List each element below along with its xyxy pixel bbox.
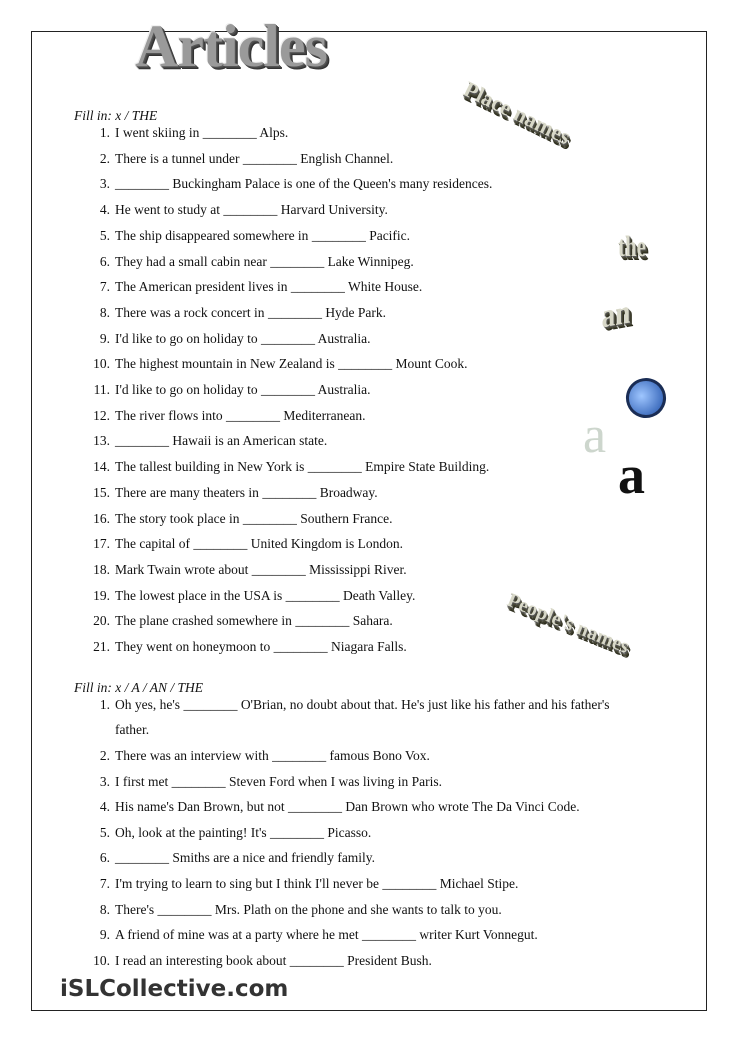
- item-text: [115, 305, 386, 321]
- item-text-after: Steven Ford when I was living in Paris.: [225, 774, 442, 789]
- item-text-before: There's: [115, 902, 158, 917]
- answer-blank[interactable]: ________: [382, 876, 437, 891]
- item-text-before: They had a small cabin near: [115, 254, 271, 269]
- item-text-after: Lake Winnipeg.: [324, 254, 414, 269]
- answer-blank[interactable]: ________: [270, 825, 325, 840]
- item-number: 4.: [99, 202, 110, 217]
- answer-blank[interactable]: ________: [223, 202, 278, 217]
- item-text: [115, 825, 371, 841]
- item-text-after: Harvard University.: [277, 202, 388, 217]
- item-text: [115, 613, 393, 629]
- item-text-before: The ship disappeared somewhere in: [115, 228, 312, 243]
- item-text-before: He went to study at: [115, 202, 224, 217]
- item-text-after: English Channel.: [296, 151, 394, 166]
- item-number: 8.: [99, 305, 110, 320]
- item-text-before: Oh yes, he's: [115, 697, 184, 712]
- answer-blank[interactable]: ________: [307, 459, 362, 474]
- item-text-after: Hyde Park.: [321, 305, 387, 320]
- item-text-after: Mrs. Plath on the phone and she wants to talk to you.: [211, 902, 502, 917]
- item-text-after: Broadway.: [316, 485, 378, 500]
- item-number: 6.: [99, 850, 110, 865]
- item-number: 4.: [99, 799, 110, 814]
- item-text-after: Southern France.: [296, 511, 393, 526]
- the-wordart: the: [618, 230, 646, 263]
- item-text-after: Picasso.: [324, 825, 372, 840]
- section1-instruction: Fill in: x / THE: [74, 108, 158, 123]
- item-text-after: Niagara Falls.: [327, 639, 407, 654]
- item-text-before: His name's Dan Brown, but not: [115, 799, 289, 814]
- item-number: 3.: [99, 774, 110, 789]
- answer-blank[interactable]: ________: [261, 382, 316, 397]
- answer-blank[interactable]: ________: [115, 176, 169, 191]
- item-text: [115, 588, 415, 604]
- item-text-before: There was an interview with: [115, 748, 273, 763]
- item-text: [115, 562, 407, 578]
- item-text-before: I'd like to go on holiday to: [115, 382, 262, 397]
- item-text-before: The tallest building in New York is: [115, 459, 308, 474]
- answer-blank[interactable]: ________: [115, 850, 169, 865]
- answer-blank[interactable]: ________: [311, 228, 366, 243]
- item-text: [115, 511, 392, 527]
- item-text: [115, 408, 365, 424]
- item-number: 13.: [93, 433, 110, 448]
- item-number: 7.: [99, 279, 110, 294]
- item-number: 19.: [93, 588, 110, 603]
- item-text-before: I went skiing in: [115, 125, 203, 140]
- item-text-continuation: father.: [115, 722, 150, 737]
- item-text-after: Buckingham Palace is one of the Queen's many residences.: [169, 176, 493, 191]
- answer-blank[interactable]: ________: [267, 305, 322, 320]
- item-text-before: I'd like to go on holiday to: [115, 331, 262, 346]
- answer-blank[interactable]: ________: [362, 927, 417, 942]
- item-text-after: Dan Brown who wrote The Da Vinci Code.: [342, 799, 580, 814]
- item-text-after: Mediterranean.: [279, 408, 366, 423]
- item-text-after: Australia.: [315, 331, 371, 346]
- item-text-after: Hawaii is an American state.: [169, 433, 328, 448]
- answer-blank[interactable]: ________: [273, 639, 328, 654]
- item-text: [115, 356, 467, 372]
- item-number: 10.: [93, 356, 110, 371]
- answer-blank[interactable]: ________: [171, 774, 226, 789]
- item-text: [115, 254, 414, 270]
- answer-blank[interactable]: ________: [115, 433, 169, 448]
- answer-blank[interactable]: ________: [261, 331, 316, 346]
- item-number: 5.: [99, 228, 110, 243]
- item-text: [115, 748, 430, 764]
- item-text: [115, 125, 288, 141]
- a-wordart-light: a: [583, 407, 607, 464]
- item-text: [115, 953, 432, 969]
- item-text: [115, 639, 407, 655]
- item-text-before: Mark Twain wrote about: [115, 562, 252, 577]
- item-text: [115, 382, 371, 398]
- item-number: 17.: [93, 536, 110, 551]
- section2-instruction: Fill in: x / A / AN / THE: [74, 680, 204, 695]
- item-text-after: Alps.: [256, 125, 289, 140]
- answer-blank[interactable]: ________: [272, 748, 327, 763]
- item-text-after: writer Kurt Vonnegut.: [416, 927, 538, 942]
- item-text-before: I first met: [115, 774, 172, 789]
- item-text-after: Death Valley.: [339, 588, 416, 603]
- item-text: [115, 279, 422, 295]
- item-text-after: Smiths are a nice and friendly family.: [169, 850, 376, 865]
- peoples-names-wordart: People's names: [504, 589, 633, 658]
- item-text-before: The American president lives in: [115, 279, 291, 294]
- answer-blank[interactable]: ________: [157, 902, 212, 917]
- answer-blank[interactable]: ________: [290, 279, 345, 294]
- item-text: [115, 433, 327, 449]
- item-text-before: A friend of mine was at a party where he met: [115, 927, 363, 942]
- answer-blank[interactable]: ________: [242, 151, 297, 166]
- answer-blank[interactable]: ________: [262, 485, 317, 500]
- item-text-before: The capital of: [115, 536, 194, 551]
- item-text-after: Mississippi River.: [305, 562, 407, 577]
- item-number: 5.: [99, 825, 110, 840]
- item-text-after: United Kingdom is London.: [247, 536, 403, 551]
- item-text-before: I'm trying to learn to sing but I think I'll never be: [115, 876, 383, 891]
- answer-blank[interactable]: ________: [338, 356, 393, 371]
- item-number: 15.: [93, 485, 110, 500]
- item-text-after: President Bush.: [343, 953, 432, 968]
- item-number: 12.: [93, 408, 110, 423]
- item-text: [115, 697, 610, 713]
- item-text-after: Michael Stipe.: [436, 876, 519, 891]
- item-number: 11.: [93, 382, 110, 397]
- item-number: 8.: [99, 902, 110, 917]
- item-text-after: Sahara.: [349, 613, 393, 628]
- item-number: 1.: [99, 697, 110, 712]
- answer-blank[interactable]: ________: [242, 511, 297, 526]
- watermark: iSLCollective.com: [60, 976, 289, 1002]
- item-text-after: Australia.: [315, 382, 371, 397]
- item-text-after: White House.: [344, 279, 423, 294]
- item-text-before: Oh, look at the painting! It's: [115, 825, 271, 840]
- item-text-before: The river flows into: [115, 408, 226, 423]
- answer-blank[interactable]: ________: [251, 562, 306, 577]
- item-number: 9.: [99, 927, 110, 942]
- item-text: [115, 850, 375, 866]
- item-number: 10.: [93, 953, 110, 968]
- item-number: 18.: [93, 562, 110, 577]
- answer-blank[interactable]: ________: [193, 536, 248, 551]
- item-text-before: There is a tunnel under: [115, 151, 243, 166]
- item-number: 2.: [99, 748, 110, 763]
- item-number: 3.: [99, 176, 110, 191]
- item-text-after: Pacific.: [365, 228, 411, 243]
- answer-blank[interactable]: ________: [183, 697, 238, 712]
- item-number: 21.: [93, 639, 110, 654]
- item-number: 20.: [93, 613, 110, 628]
- item-text: [115, 799, 580, 815]
- item-text: [115, 459, 489, 475]
- item-text: [115, 902, 502, 918]
- item-text-before: There was a rock concert in: [115, 305, 268, 320]
- item-text-after: O'Brian, no doubt about that. He's just like his father and his father's: [237, 697, 610, 712]
- item-text-before: They went on honeymoon to: [115, 639, 274, 654]
- item-text: [115, 876, 518, 892]
- item-text-after: Mount Cook.: [392, 356, 468, 371]
- item-text: [115, 927, 538, 943]
- answer-blank[interactable]: ________: [202, 125, 257, 140]
- item-text: [115, 485, 378, 501]
- answer-blank[interactable]: ________: [225, 408, 280, 423]
- item-number: 16.: [93, 511, 110, 526]
- item-text: [115, 228, 410, 244]
- item-number: 6.: [99, 254, 110, 269]
- item-number: 14.: [93, 459, 110, 474]
- item-number: 7.: [99, 876, 110, 891]
- answer-blank[interactable]: ________: [285, 588, 340, 603]
- item-text: [115, 151, 393, 167]
- item-text: [115, 331, 371, 347]
- answer-blank[interactable]: ________: [288, 799, 343, 814]
- item-text-before: The plane crashed somewhere in: [115, 613, 296, 628]
- item-text-before: The lowest place in the USA is: [115, 588, 286, 603]
- item-number: 9.: [99, 331, 110, 346]
- item-text: [115, 202, 388, 218]
- item-text-before: The story took place in: [115, 511, 243, 526]
- item-text-after: famous Bono Vox.: [326, 748, 430, 763]
- item-text: [115, 774, 442, 790]
- an-wordart: an: [601, 293, 631, 336]
- answer-blank[interactable]: ________: [270, 254, 325, 269]
- item-text-after: Empire State Building.: [361, 459, 490, 474]
- a-wordart-dark: a: [618, 445, 645, 505]
- item-text-before: The highest mountain in New Zealand is: [115, 356, 339, 371]
- item-text: [115, 536, 403, 552]
- answer-blank[interactable]: ________: [295, 613, 350, 628]
- item-number: 2.: [99, 151, 110, 166]
- worksheet-title: Articles: [135, 13, 327, 79]
- answer-blank[interactable]: ________: [289, 953, 344, 968]
- item-number: 1.: [99, 125, 110, 140]
- item-text: [115, 176, 492, 192]
- place-names-wordart: Place names: [459, 76, 575, 150]
- item-text-before: There are many theaters in: [115, 485, 263, 500]
- item-text-before: I read an interesting book about: [115, 953, 290, 968]
